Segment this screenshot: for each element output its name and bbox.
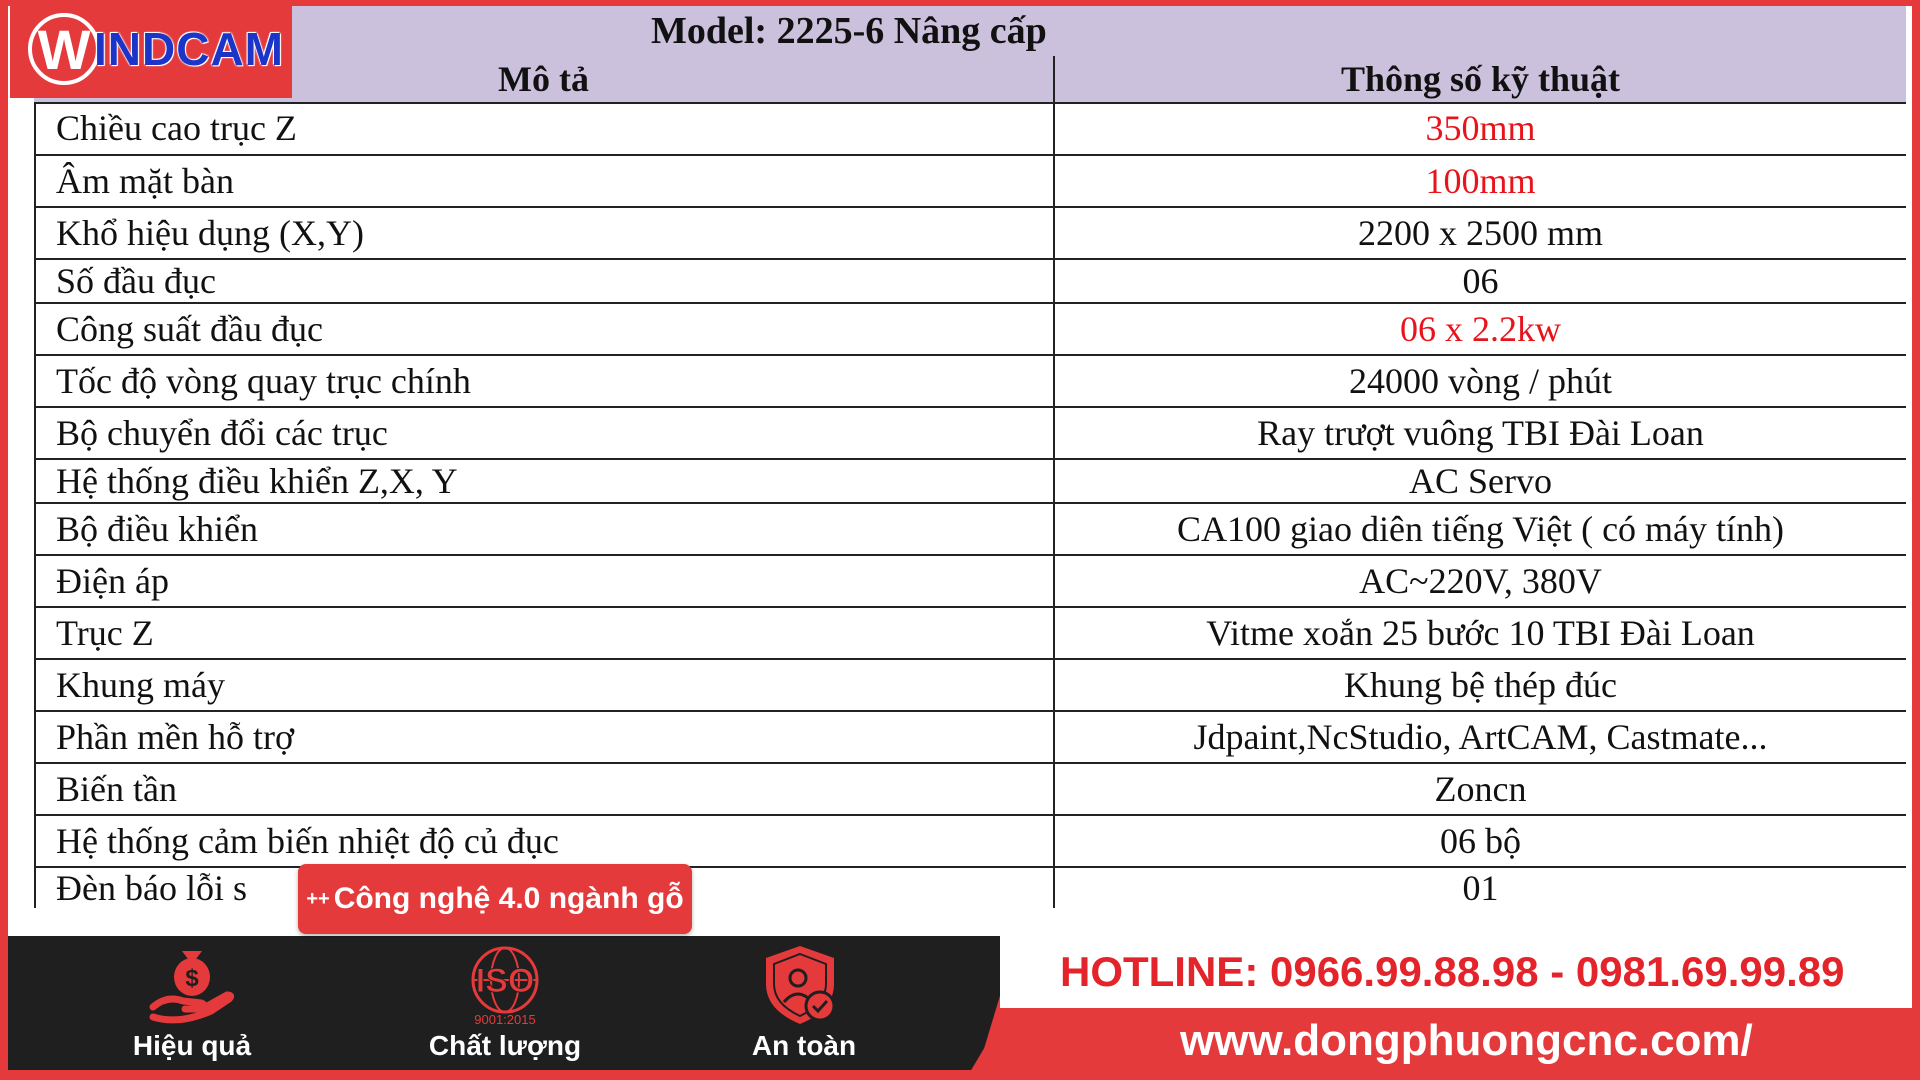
table-row	[36, 156, 1906, 208]
header-description: Mô tả	[34, 56, 1055, 102]
table-row	[36, 460, 1906, 504]
feature-quality-label: Chất lượng	[428, 1030, 582, 1061]
feature-quality	[395, 944, 615, 1066]
spec-value: Vitme xoắn 25 bước 10 TBI Đài Loan	[1206, 613, 1755, 653]
feature-safety-label: An toàn	[751, 1030, 857, 1061]
table-row	[36, 102, 1906, 156]
feature-safety	[694, 944, 914, 1066]
spec-label: Trục Z	[36, 608, 1055, 658]
table-row	[36, 356, 1906, 408]
spec-value: AC~220V, 380V	[1359, 561, 1602, 601]
spec-label: Điện áp	[36, 556, 1055, 606]
spec-label: Biến tần	[36, 764, 1055, 814]
spec-value: 06 x 2.2kw	[1400, 309, 1561, 349]
feature-efficiency	[82, 944, 302, 1066]
table-row	[36, 304, 1906, 356]
spec-label: Phần mền hỗ trợ	[36, 712, 1055, 762]
iso-text: ISO	[475, 962, 535, 1000]
spec-label: Số đầu đục	[36, 260, 1055, 302]
spec-label: Hệ thống cảm biến nhiệt độ củ đục	[36, 816, 1055, 866]
website-link[interactable]: www.dongphuongcnc.com/	[1180, 1016, 1753, 1065]
table-row	[36, 608, 1906, 660]
spec-label: Công suất đầu đục	[36, 304, 1055, 354]
feature-efficiency-label: Hiệu quả	[132, 1030, 252, 1061]
table-header-row	[34, 56, 1906, 104]
table-row	[36, 208, 1906, 260]
table-row	[36, 556, 1906, 608]
spec-label: Đèn báo lỗi s	[36, 868, 1055, 908]
spec-table-body	[34, 102, 1906, 908]
badge-text: Công nghệ 4.0 ngành gỗ	[333, 882, 684, 915]
model-title-row	[258, 6, 1906, 56]
spec-value: 06 bộ	[1440, 821, 1521, 861]
spec-label: Hệ thống điều khiển Z,X, Y	[36, 460, 1055, 502]
spec-value: 100mm	[1425, 161, 1536, 201]
iso-globe-icon	[455, 944, 555, 1026]
spec-value: 24000 vòng / phút	[1348, 361, 1612, 401]
spec-label: Âm mặt bàn	[36, 156, 1055, 206]
spec-label: Chiều cao trục Z	[36, 102, 1055, 154]
iso-sub-text: 9001:2015	[474, 1012, 536, 1026]
header-spec: Thông số kỹ thuật	[1340, 59, 1621, 99]
table-row	[36, 408, 1906, 460]
spec-value: 01	[1462, 868, 1499, 908]
spec-label: Bộ chuyển đổi các trục	[36, 408, 1055, 458]
table-row	[36, 764, 1906, 816]
spec-value: 2200 x 2500 mm	[1357, 213, 1603, 253]
logo-w-circle: W	[28, 13, 100, 85]
spec-label: Tốc độ vòng quay trục chính	[36, 356, 1055, 406]
badge-prefix: ++	[306, 887, 330, 910]
money-hand-icon	[142, 944, 242, 1026]
table-row	[36, 504, 1906, 556]
spec-value: Ray trượt vuông TBI Đài Loan	[1257, 413, 1704, 453]
svg-text:$: $	[185, 965, 199, 992]
hotline-text: HOTLINE: 0966.99.88.98 - 0981.69.99.89	[1060, 948, 1845, 995]
spec-label: Bộ điều khiển	[36, 504, 1055, 554]
table-row	[36, 816, 1906, 868]
bottom-red-strip	[0, 1070, 1920, 1080]
windcam-logo	[10, 0, 292, 98]
spec-value: 06	[1462, 261, 1499, 301]
shield-user-icon	[754, 944, 854, 1026]
spec-value: Zoncn	[1434, 769, 1527, 809]
spec-value: 350mm	[1425, 108, 1536, 148]
industry-badge	[298, 864, 692, 934]
table-row	[36, 660, 1906, 712]
table-row	[36, 260, 1906, 304]
spec-label: Khung máy	[36, 660, 1055, 710]
spec-value: Jdpaint,NcStudio, ArtCAM, Castmate...	[1193, 717, 1768, 757]
spec-value: CA100 giao diên tiếng Việt ( có máy tính)	[1176, 509, 1785, 549]
spec-value: Khung bệ thép đúc	[1344, 665, 1617, 705]
model-title: Model: 2225-6 Nâng cấp	[651, 10, 1047, 52]
spec-label: Khổ hiệu dụng (X,Y)	[36, 208, 1055, 258]
logo-text: INDCAM	[94, 23, 284, 75]
spec-value: AC Servo	[1409, 461, 1552, 501]
table-row	[36, 712, 1906, 764]
